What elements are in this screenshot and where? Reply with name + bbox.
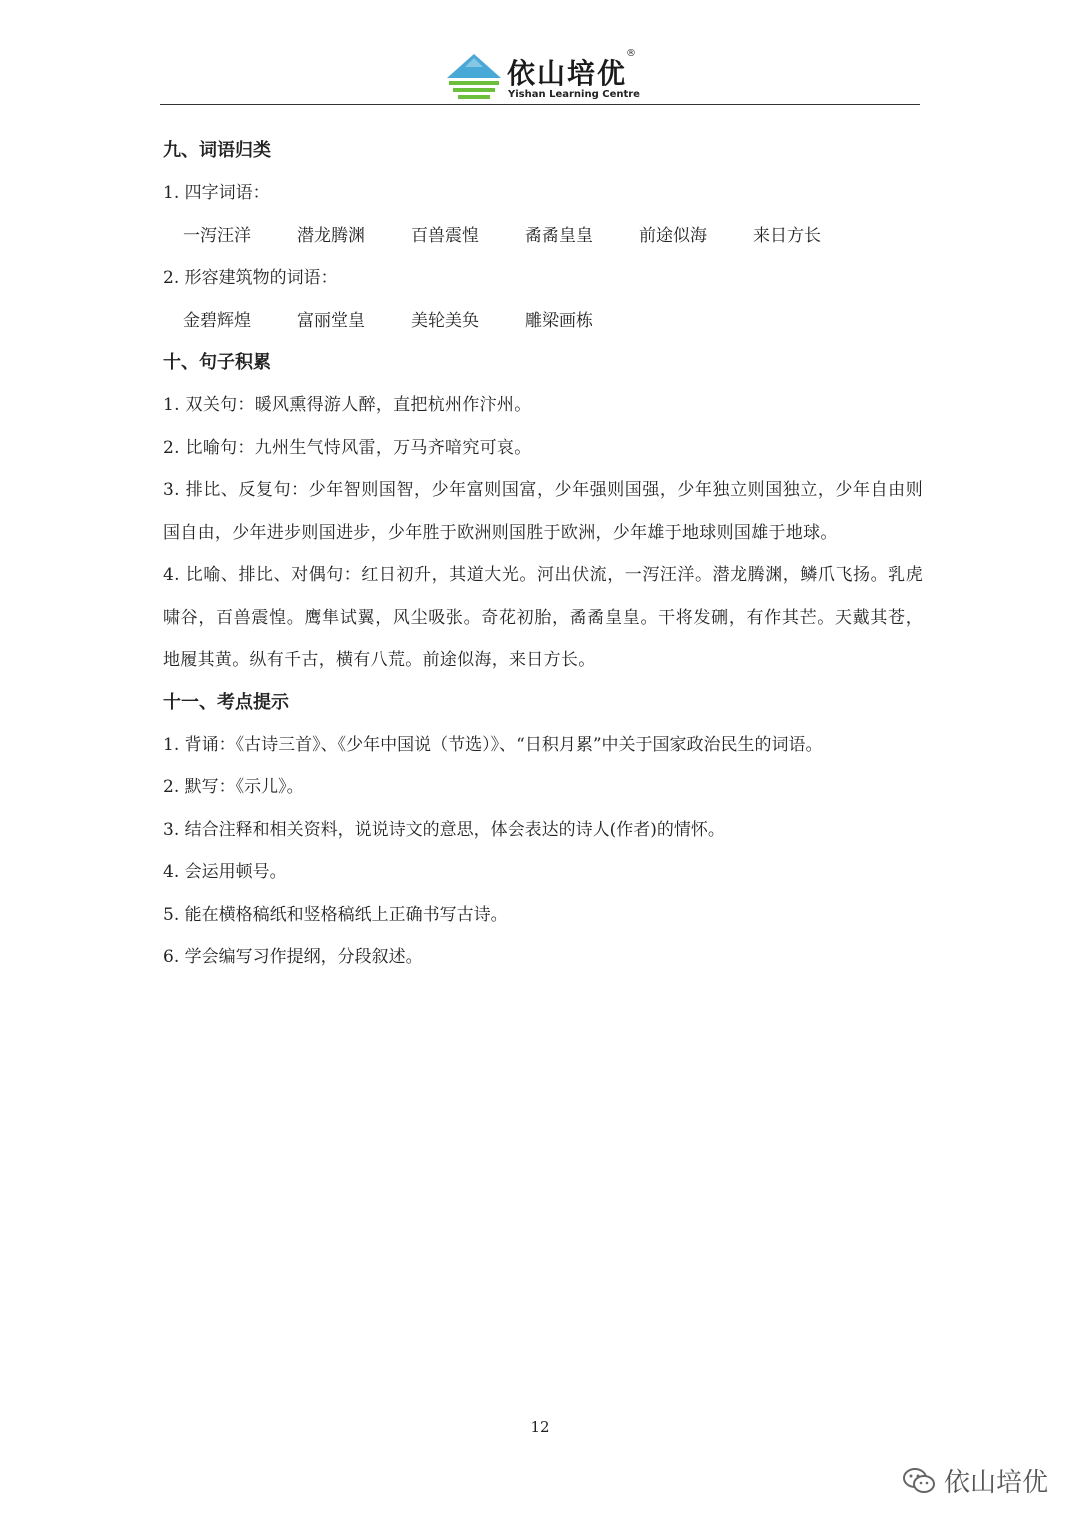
watermark-text: 依山培优 [943, 1468, 1048, 1498]
word-item: 富丽堂皇 [297, 310, 365, 331]
section-9-title: 九、词语归类 [163, 140, 271, 161]
exam-point-item: 3. 结合注释和相关资料，说说诗文的意思，体会表达的诗人(作者)的情怀。 [163, 819, 725, 840]
logo [445, 50, 645, 104]
registered-mark: ® [626, 48, 636, 59]
section-11-title: 十一、考点提示 [163, 691, 289, 713]
exam-point-item: 1. 背诵：《古诗三首》、《少年中国说（节选）》、“日积月累”中关于国家政治民生的词语。 [163, 734, 823, 755]
logo-mountain-icon [445, 52, 503, 102]
exam-point-item: 4. 会运用顿号。 [163, 862, 287, 882]
word-item: 美轮美奂 [411, 310, 479, 331]
word-item: 金碧辉煌 [183, 310, 251, 331]
word-item: 百兽震惶 [411, 225, 479, 246]
section-10-title: 十、句子积累 [163, 352, 271, 373]
sentence-item: 1. 双关句：暖风熏得游人醉，直把杭州作汴州。 [163, 395, 532, 415]
watermark [902, 1462, 1048, 1499]
word-item: 雕梁画栋 [525, 310, 593, 331]
word-list-buildings [163, 300, 923, 343]
section-9-subtitle-1: 1. 四字词语： [163, 183, 270, 203]
page-header [160, 40, 920, 106]
wechat-icon [902, 1467, 936, 1495]
document-body [163, 130, 923, 979]
header-divider [160, 104, 920, 105]
sentence-item: 4. 比喻、排比、对偶句：红日初升，其道大光。河出伏流，一泻汪洋。潜龙腾渊，鳞爪飞扬。乳虎啸谷，百兽震惶。鹰隼试翼，风尘吸张。奇花初胎，矞矞皇皇。干将发硎，有作其芒。天戴其苍，地履其黄。纵有千古，横有八荒。前途似海，来日方长。 [163, 565, 923, 670]
sentence-item: 2. 比喻句：九州生气恃风雷，万马齐喑究可哀。 [163, 437, 532, 458]
exam-point-item: 6. 学会编写习作提纲，分段叙述。 [163, 947, 423, 967]
word-item: 来日方长 [753, 225, 821, 246]
exam-point-item: 5. 能在横格稿纸和竖格稿纸上正确书写古诗。 [163, 904, 508, 925]
word-list-four-char [163, 215, 923, 258]
word-item: 矞矞皇皇 [525, 225, 593, 246]
section-9-subtitle-2: 2. 形容建筑物的词语： [163, 268, 338, 288]
sentence-item: 3. 排比、反复句：少年智则国智，少年富则国富，少年强则国强，少年独立则国独立，少年自由则国自由，少年进步则国进步，少年胜于欧洲则国胜于欧洲，少年雄于地球则国雄于地球。 [163, 480, 923, 543]
page-number: 12 [530, 1418, 550, 1436]
word-item: 前途似海 [639, 225, 707, 246]
exam-point-item: 2. 默写：《示儿》。 [163, 777, 304, 797]
word-item: 潜龙腾渊 [297, 225, 365, 246]
brand-name-english: Yishan Learning Centre [508, 89, 640, 100]
word-item: 一泻汪洋 [183, 225, 251, 246]
brand-name: 依山培优 [507, 57, 628, 90]
